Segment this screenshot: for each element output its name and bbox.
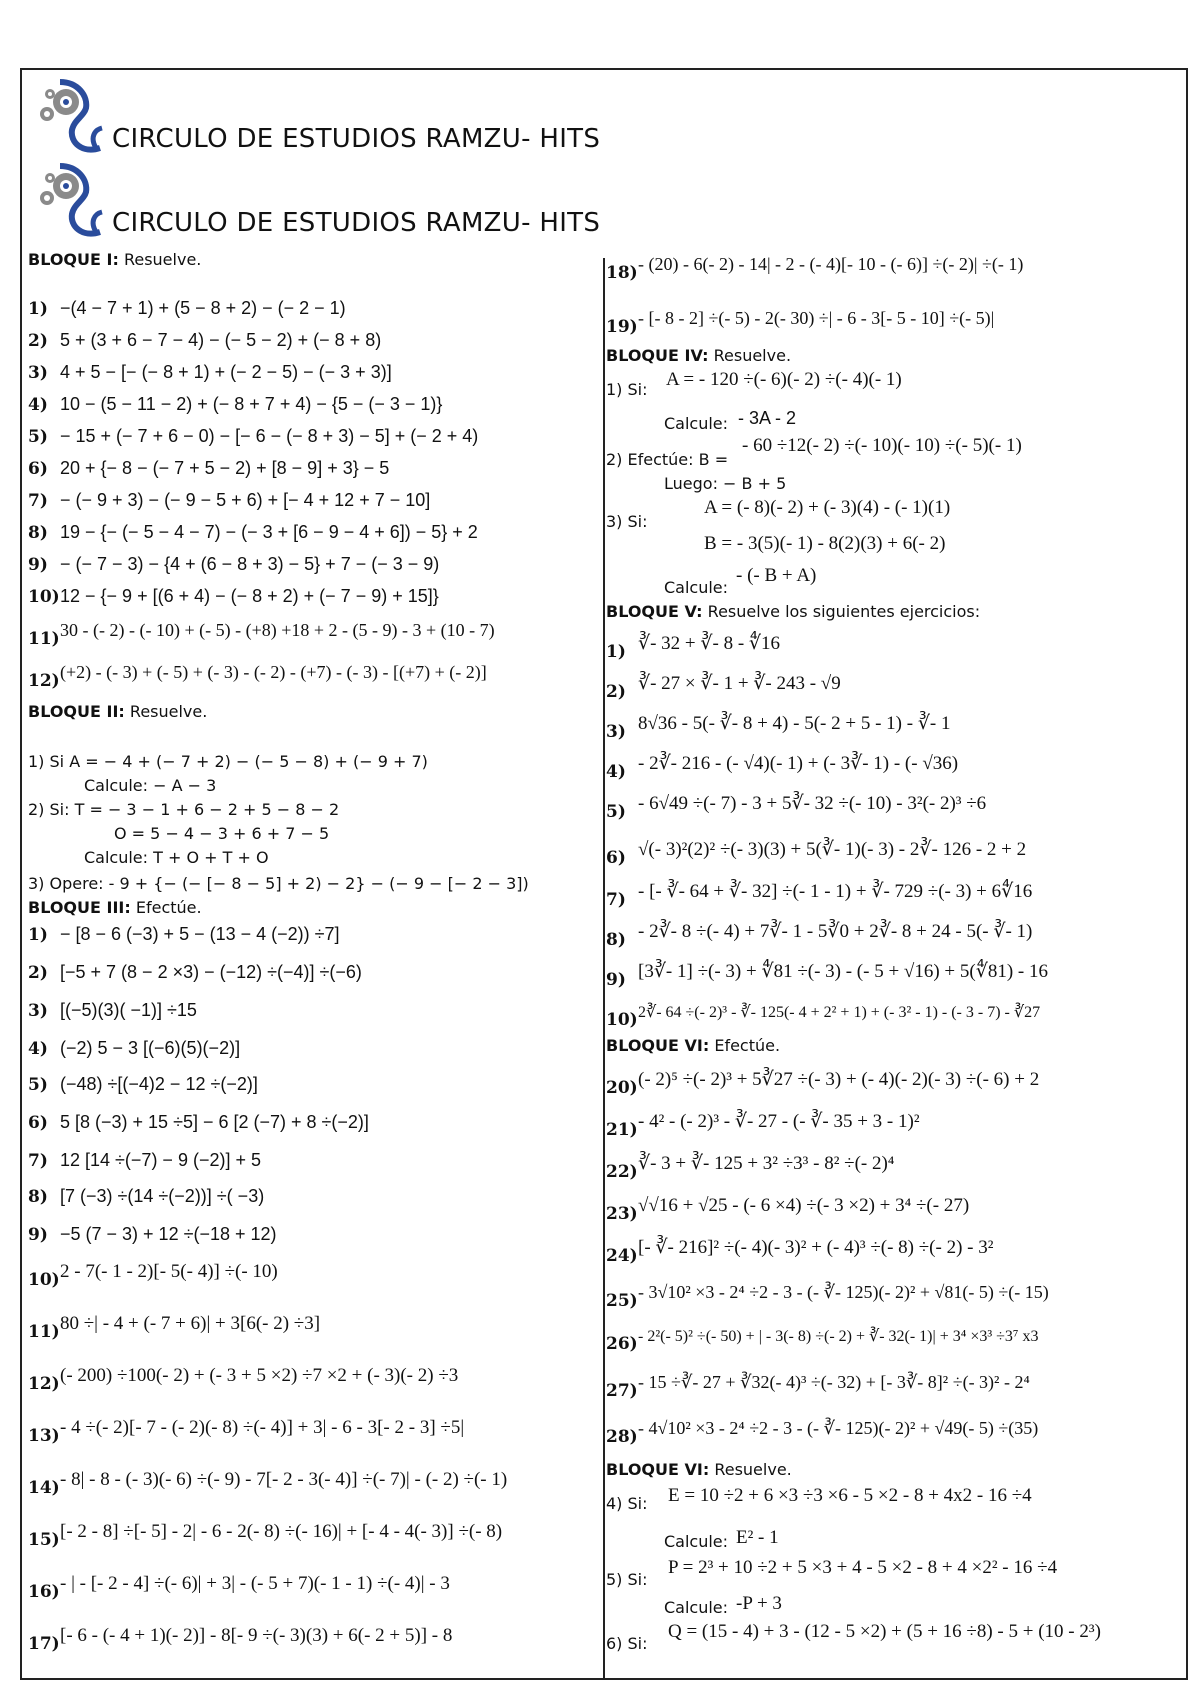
exercise-item: 8) - 2∛- 8 ÷(- 4) + 7∛- 1 - 5∛0 + 2∛- 8 + 24 - 5(- ∛- 1) [606,921,1033,950]
bloque-1-heading: BLOQUE I: Resuelve. [28,250,202,269]
exercise-item: 14)- 8| - 8 - (- 3)(- 6) ÷(- 9) - 7[- 2 - 3(- 4)] ÷(- 7)| - (- 2) ÷(- 1) [28,1469,508,1498]
exercise-item: 4) Si: [606,1494,648,1513]
bloque-2-heading: BLOQUE II: Resuelve. [28,702,208,721]
exercise-expression: A = - 120 ÷(- 6)(- 2) ÷(- 4)(- 1) [666,369,902,390]
exercise-item: 6) √(- 3)²(2)² ÷(- 3)(3) + 5(∛- 1)(- 3) - 2∛- 126 - 2 + 2 [606,839,1027,868]
exercise-item: 12)(+2) - (- 3) + (- 5) + (- 3) - (- 2) - (+7) - (- 3) - [(+7) + (- 2)] [28,662,487,691]
exercise-item: 2) [−5 + 7 (8 − 2 ×3) − (−12) ÷(−4)] ÷(−6) [28,962,362,983]
exercise-item: 13)- 4 ÷(- 2)[- 7 - (- 2)(- 8) ÷(- 4)] + 3| - 6 - 3[- 2 - 3] ÷5| [28,1417,465,1446]
exercise-item: 6) 5 [8 (−3) + 15 ÷5] − 6 [2 (−7) + 8 ÷(−2)] [28,1112,369,1133]
exercise-item: 4) - 2∛- 216 - (- √4)(- 1) + (- 3∛- 1) - (- √36) [606,753,959,782]
bloque-6-heading: BLOQUE VI: Efectúe. [606,1036,781,1055]
exercise-expression: E = 10 ÷2 + 6 ×3 ÷3 ×6 - 5 ×2 - 8 + 4x2 - 16 ÷4 [668,1485,1032,1506]
exercise-item: 10)2∛- 64 ÷(- 2)³ - ∛- 125(- 4 + 2² + 1) + (- 3² - 1) - (- 3 - 7) - ∛27 [606,1004,1041,1030]
exercise-item: 5) Si: [606,1570,648,1589]
header-title: CIRCULO DE ESTUDIOS RAMZU- HITS [112,124,601,154]
logo-gear-head-icon [30,152,114,242]
exercise-item: 7) − (− 9 + 3) − (− 9 − 5 + 6) + [− 4 + 12 + 7 − 10] [28,490,431,511]
calc-line: Calcule: [664,1532,729,1551]
column-divider [603,258,605,1680]
header-block-1 [30,68,730,158]
exercise-line: O = 5 − 4 − 3 + 6 + 7 − 5 [114,824,330,843]
exercise-item: 7) 12 [14 ÷(−7) − 9 (−2)] + 5 [28,1150,261,1171]
exercise-item: 20)(- 2)⁵ ÷(- 2)³ + 5∛27 ÷(- 3) + (- 4)(- 2)(- 3) ÷(- 6) + 2 [606,1069,1040,1098]
calc-line: Calcule: [664,1598,729,1617]
calc-expression: -P + 3 [736,1593,782,1614]
exercise-item: 4) (−2) 5 − 3 [(−6)(5)(−2)] [28,1038,241,1059]
exercise-item: 10)12 − {− 9 + [(6 + 4) − (− 8 + 2) + (− 7 − 9) + 15]} [28,586,439,607]
exercise-item: 21)- 4² - (- 2)³ - ∛- 27 - (- ∛- 35 + 3 - 1)² [606,1111,920,1140]
exercise-item: 23)√√16 + √25 - (- 6 ×4) ÷(- 3 ×2) + 3⁴ ÷(- 27) [606,1195,970,1224]
exercise-item: 12)(- 200) ÷100(- 2) + (- 3 + 5 ×2) ÷7 ×2 + (- 3)(- 2) ÷3 [28,1365,459,1394]
exercise-item: 1) −(4 − 7 + 1) + (5 − 8 + 2) − (− 2 − 1) [28,298,346,319]
exercise-item: 18)- (20) - 6(- 2) - 14| - 2 - (- 4)[- 10 - (- 6)] ÷(- 2)| ÷(- 1) [606,254,1024,283]
calc-expression: E² - 1 [736,1527,779,1548]
bloque-3-heading: BLOQUE III: Efectúe. [28,898,202,917]
exercise-item: 22)∛- 3 + ∛- 125 + 3² ÷3³ - 8² ÷(- 2)⁴ [606,1153,895,1182]
logo-gear-head-icon [30,68,114,158]
calc-line: Calcule: T + O + T + O [84,848,269,867]
exercise-item: 19)- [- 8 - 2] ÷(- 5) - 2(- 30) ÷| - 6 - 3[- 5 - 10] ÷(- 5)| [606,308,995,337]
calc-expression: - (- B + A) [736,565,817,586]
exercise-item: 7) - [- ∛- 64 + ∛- 32] ÷(- 1 - 1) + ∛- 729 ÷(- 3) + 6∜16 [606,881,1033,910]
exercise-item: 8) 19 − {− (− 5 − 4 − 7) − (− 3 + [6 − 9 − 4 + 6]) − 5} + 2 [28,522,478,543]
exercise-item: 3) 4 + 5 − [− (− 8 + 1) + (− 2 − 5) − (− 3 + 3)] [28,362,392,383]
exercise-expression: P = 2³ + 10 ÷2 + 5 ×3 + 4 - 5 ×2 - 8 + 4 ×2² - 16 ÷4 [668,1557,1058,1578]
exercise-item: 1) − [8 − 6 (−3) + 5 − (13 − 4 (−2)) ÷7] [28,924,340,945]
exercise-item: 17)[- 6 - (- 4 + 1)(- 2)] - 8[- 9 ÷(- 3)(3) + 6(- 2 + 5)] - 8 [28,1625,453,1654]
exercise-expression: B = - 3(5)(- 1) - 8(2)(3) + 6(- 2) [704,533,946,554]
header-block-2 [30,152,730,242]
exercise-item: 5) (−48) ÷[(−4)2 − 12 ÷(−2)] [28,1074,258,1095]
exercise-item: 15)[- 2 - 8] ÷[- 5] - 2| - 6 - 2(- 8) ÷(- 16)| + [- 4 - 4(- 3)] ÷(- 8) [28,1521,503,1550]
exercise-expression: A = (- 8)(- 2) + (- 3)(4) - (- 1)(1) [704,497,951,518]
exercise-item: 5) − 15 + (− 7 + 6 − 0) − [− 6 − (− 8 + 3) − 5] + (− 2 + 4) [28,426,479,447]
exercise-item: 1) Si: [606,380,648,399]
exercise-item: 6) 20 + {− 8 − (− 7 + 5 − 2) + [8 − 9] + 3} − 5 [28,458,390,479]
bloque-5-heading: BLOQUE V: Resuelve los siguientes ejercicios: [606,602,981,621]
exercise-expression: - 60 ÷12(- 2) ÷(- 10)(- 10) ÷(- 5)(- 1) [742,435,1022,456]
exercise-item: 11)80 ÷| - 4 + (- 7 + 6)| + 3[6(- 2) ÷3] [28,1313,321,1342]
calc-line: Calcule: [664,578,729,597]
exercise-item: 11)30 - (- 2) - (- 10) + (- 5) - (+8) +18 + 2 - (5 - 9) - 3 + (10 - 7) [28,620,495,649]
bloque-7-heading: BLOQUE VI: Resuelve. [606,1460,792,1479]
exercise-item: 3) Si: [606,512,648,531]
calc-line: Calcule: [664,414,729,433]
exercise-item: 6) Si: [606,1634,648,1653]
exercise-item: 9) − (− 7 − 3) − {4 + (6 − 8 + 3) − 5} + 7 − (− 3 − 9) [28,554,440,575]
exercise-item: 2) Si: T = − 3 − 1 + 6 − 2 + 5 − 8 − 2 [28,800,340,819]
bloque-4-heading: BLOQUE IV: Resuelve. [606,346,792,365]
calc-expression: - 3A - 2 [738,408,797,428]
calc-line: Luego: − B + 5 [664,474,787,493]
exercise-item: 25)- 3√10² ×3 - 2⁴ ÷2 - 3 - (- ∛- 125)(- 2)² + √81(- 5) ÷(- 15) [606,1282,1049,1311]
header-title: CIRCULO DE ESTUDIOS RAMZU- HITS [112,208,601,238]
exercise-item: 26)- 2²(- 5)² ÷(- 50) + | - 3(- 8) ÷(- 2) + ∛- 32(- 1)| + 3⁴ ×3³ ÷3⁷ x3 [606,1328,1039,1354]
exercise-item: 9) −5 (7 − 3) + 12 ÷(−18 + 12) [28,1224,277,1245]
exercise-item: 3) 8√36 - 5(- ∛- 8 + 4) - 5(- 2 + 5 - 1) - ∛- 1 [606,713,951,742]
exercise-item: 10)2 - 7(- 1 - 2)[- 5(- 4)] ÷(- 10) [28,1261,278,1290]
exercise-expression: Q = (15 - 4) + 3 - (12 - 5 ×2) + (5 + 16 ÷8) - 5 + (10 - 2³) [668,1621,1101,1642]
exercise-item: 2) 5 + (3 + 6 − 7 − 4) − (− 5 − 2) + (− 8 + 8) [28,330,382,351]
exercise-item: 1) Si A = − 4 + (− 7 + 2) − (− 5 − 8) + (− 9 + 7) [28,752,428,771]
exercise-item: 8) [7 (−3) ÷(14 ÷(−2))] ÷( −3) [28,1186,265,1207]
exercise-item: 2) Efectúe: B = [606,450,729,469]
exercise-item: 28)- 4√10² ×3 - 2⁴ ÷2 - 3 - (- ∛- 125)(- 2)² + √49(- 5) ÷(35) [606,1418,1039,1447]
exercise-item: 3) Opere: - 9 + {− (− [− 8 − 5] + 2) − 2} − (− 9 − [− 2 − 3]) [28,874,529,893]
exercise-item: 2) ∛- 27 × ∛- 1 + ∛- 243 - √9 [606,673,841,702]
exercise-item: 5) - 6√49 ÷(- 7) - 3 + 5∛- 32 ÷(- 10) - 3²(- 2)³ ÷6 [606,793,987,822]
exercise-item: 16)- | - [- 2 - 4] ÷(- 6)| + 3| - (- 5 + 7)(- 1 - 1) ÷(- 4)| - 3 [28,1573,450,1602]
exercise-item: 1) ∛- 32 + ∛- 8 - ∜16 [606,633,781,662]
exercise-item: 27)- 15 ÷∛- 27 + ∛32(- 4)³ ÷(- 32) + [- 3∛- 8]² ÷(- 3)² - 2⁴ [606,1372,1030,1401]
calc-line: Calcule: − A − 3 [84,776,217,795]
exercise-item: 24)[- ∛- 216]² ÷(- 4)(- 3)² + (- 4)³ ÷(- 8) ÷(- 2) - 3² [606,1237,994,1266]
exercise-item: 3) [(−5)(3)( −1)] ÷15 [28,1000,197,1021]
exercise-item: 4) 10 − (5 − 11 − 2) + (− 8 + 7 + 4) − {5 − (− 3 − 1)} [28,394,443,415]
exercise-item: 9) [3∛- 1] ÷(- 3) + ∜81 ÷(- 3) - (- 5 + √16) + 5(∜81) - 16 [606,961,1048,990]
